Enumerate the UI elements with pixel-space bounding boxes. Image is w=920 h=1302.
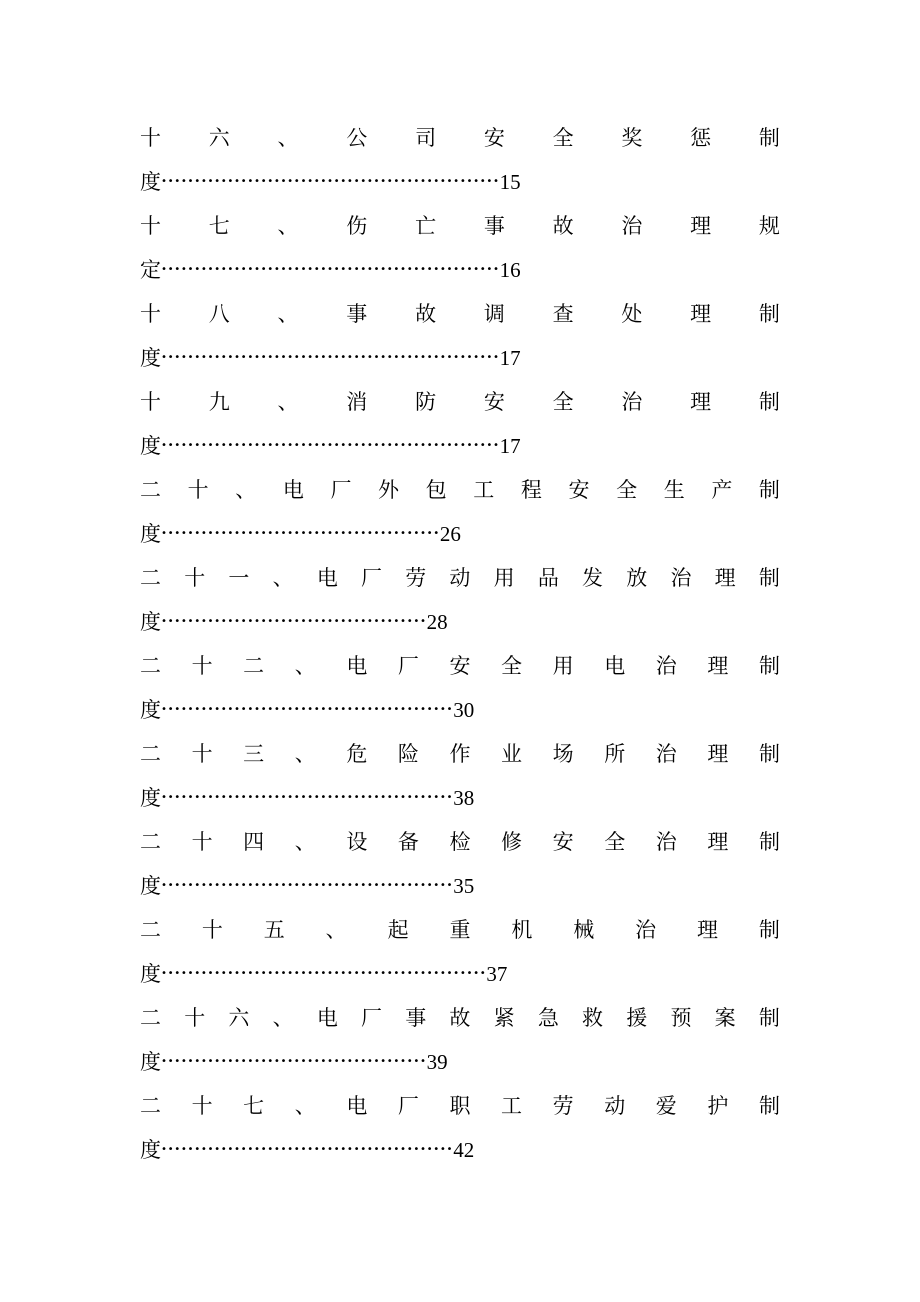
toc-entry-title — [140, 996, 780, 1040]
table-of-contents — [140, 116, 780, 1172]
toc-title-char: 外 — [378, 478, 400, 502]
toc-dot-leader: •••••••••••••••••••••••••••••••••••••••••••• — [161, 792, 454, 803]
toc-title-char: 制 — [758, 742, 780, 766]
toc-title-char: 制 — [758, 654, 780, 678]
toc-title-char: 、 — [277, 126, 299, 150]
toc-title-char: 司 — [415, 126, 437, 150]
toc-title-char: 电 — [346, 654, 368, 678]
toc-entry-leader — [140, 336, 521, 380]
toc-entry-title-tail: 度 — [140, 786, 161, 810]
toc-entry-title — [140, 292, 780, 336]
toc-entry[interactable] — [140, 292, 780, 380]
toc-title-char: 修 — [501, 830, 523, 854]
toc-title-char: 治 — [655, 742, 677, 766]
toc-title-char: 防 — [415, 390, 437, 414]
toc-title-char: 检 — [449, 830, 471, 854]
toc-title-char: 治 — [655, 830, 677, 854]
toc-title-char: 十 — [191, 654, 213, 678]
toc-title-char: 制 — [758, 918, 780, 942]
toc-page-number: 26 — [439, 522, 461, 546]
toc-title-char: 查 — [552, 302, 574, 326]
toc-title-char: 机 — [511, 918, 533, 942]
toc-title-char: 、 — [272, 1006, 294, 1030]
toc-entry-title-tail: 度 — [140, 170, 161, 194]
toc-entry-leader — [140, 952, 507, 996]
toc-title-char: 全 — [552, 126, 574, 150]
toc-page-number: 35 — [453, 874, 475, 898]
toc-title-char: 全 — [604, 830, 626, 854]
toc-title-char: 六 — [228, 1006, 250, 1030]
toc-entry-leader — [140, 600, 448, 644]
toc-title-char: 、 — [277, 302, 299, 326]
toc-title-char: 职 — [449, 1094, 471, 1118]
toc-dot-leader: ••••••••••••••••••••••••••••••••••••••••••••••••••• — [161, 176, 500, 187]
toc-title-char: 厂 — [397, 654, 419, 678]
toc-title-char: 二 — [243, 654, 265, 678]
toc-title-char: 二 — [140, 830, 161, 854]
toc-title-char: 二 — [140, 566, 161, 590]
toc-entry[interactable] — [140, 908, 780, 996]
toc-title-char: 三 — [243, 742, 265, 766]
toc-entry[interactable] — [140, 1084, 780, 1172]
toc-title-char: 用 — [493, 566, 515, 590]
toc-entry-title — [140, 204, 780, 248]
toc-title-char: 治 — [621, 390, 643, 414]
toc-title-char: 六 — [208, 126, 230, 150]
toc-dot-leader: •••••••••••••••••••••••••••••••••••••••• — [161, 616, 427, 627]
toc-title-char: 制 — [758, 302, 780, 326]
toc-title-char: 业 — [501, 742, 523, 766]
toc-entry[interactable] — [140, 468, 780, 556]
toc-entry-title-tail: 度 — [140, 698, 161, 722]
toc-title-char: 伤 — [346, 214, 368, 238]
toc-title-char: 厂 — [361, 566, 383, 590]
toc-entry-title — [140, 1084, 780, 1128]
toc-title-char: 理 — [690, 214, 712, 238]
toc-title-char: 、 — [235, 478, 257, 502]
toc-title-char: 十 — [140, 390, 161, 414]
toc-title-char: 故 — [415, 302, 437, 326]
toc-title-char: 处 — [621, 302, 643, 326]
toc-title-char: 全 — [501, 654, 523, 678]
toc-title-char: 用 — [552, 654, 574, 678]
toc-page-number: 39 — [426, 1050, 448, 1074]
toc-title-char: 、 — [294, 742, 316, 766]
toc-title-char: 事 — [346, 302, 368, 326]
toc-title-char: 十 — [140, 126, 161, 150]
toc-title-char: 动 — [449, 566, 471, 590]
toc-title-char: 产 — [711, 478, 733, 502]
toc-dot-leader: •••••••••••••••••••••••••••••••••••••••••• — [161, 528, 440, 539]
toc-title-char: 亡 — [415, 214, 437, 238]
toc-title-char: 、 — [294, 1094, 316, 1118]
toc-title-char: 、 — [272, 566, 294, 590]
toc-title-char: 场 — [552, 742, 574, 766]
toc-title-char: 二 — [140, 742, 161, 766]
toc-title-char: 劳 — [552, 1094, 574, 1118]
toc-title-char: 厂 — [397, 1094, 419, 1118]
toc-title-char: 八 — [208, 302, 230, 326]
toc-title-char: 安 — [483, 390, 505, 414]
toc-title-char: 十 — [191, 1094, 213, 1118]
toc-entry-title — [140, 732, 780, 776]
toc-page-number: 42 — [453, 1138, 475, 1162]
toc-title-char: 四 — [243, 830, 265, 854]
toc-page-number: 17 — [499, 434, 521, 458]
toc-entry-title-tail: 度 — [140, 874, 161, 898]
toc-title-char: 事 — [483, 214, 505, 238]
toc-entry[interactable] — [140, 204, 780, 292]
toc-dot-leader: •••••••••••••••••••••••••••••••••••••••••••• — [161, 704, 454, 715]
toc-title-char: 惩 — [690, 126, 712, 150]
toc-entry[interactable] — [140, 644, 780, 732]
toc-page-number: 28 — [426, 610, 448, 634]
toc-entry-title — [140, 644, 780, 688]
toc-entry-leader — [140, 424, 521, 468]
toc-title-char: 生 — [663, 478, 685, 502]
toc-entry-title-tail: 度 — [140, 522, 161, 546]
toc-title-char: 、 — [277, 390, 299, 414]
toc-title-char: 危 — [346, 742, 368, 766]
toc-entry-title — [140, 820, 780, 864]
toc-title-char: 紧 — [493, 1006, 515, 1030]
toc-title-char: 电 — [604, 654, 626, 678]
toc-title-char: 事 — [405, 1006, 427, 1030]
toc-entry-title — [140, 116, 780, 160]
toc-entry-title — [140, 380, 780, 424]
toc-entry-title — [140, 908, 780, 952]
toc-page-number: 16 — [499, 258, 521, 282]
toc-title-char: 消 — [346, 390, 368, 414]
toc-dot-leader: ••••••••••••••••••••••••••••••••••••••••••••••••• — [161, 968, 487, 979]
toc-title-char: 械 — [573, 918, 595, 942]
toc-title-char: 工 — [473, 478, 495, 502]
toc-title-char: 治 — [635, 918, 657, 942]
toc-title-char: 险 — [397, 742, 419, 766]
toc-title-char: 故 — [449, 1006, 471, 1030]
toc-title-char: 、 — [325, 918, 347, 942]
toc-title-char: 制 — [758, 1006, 780, 1030]
toc-title-char: 十 — [184, 1006, 206, 1030]
toc-title-char: 理 — [690, 390, 712, 414]
toc-title-char: 劳 — [405, 566, 427, 590]
toc-title-char: 作 — [449, 742, 471, 766]
toc-dot-leader: •••••••••••••••••••••••••••••••••••••••••••• — [161, 1144, 454, 1155]
toc-title-char: 案 — [714, 1006, 736, 1030]
toc-title-char: 包 — [425, 478, 447, 502]
toc-entry-leader — [140, 248, 521, 292]
toc-entry[interactable] — [140, 116, 780, 204]
toc-title-char: 放 — [626, 566, 648, 590]
toc-title-char: 品 — [537, 566, 559, 590]
toc-title-char: 护 — [707, 1094, 729, 1118]
toc-entry-title — [140, 556, 780, 600]
toc-title-char: 制 — [758, 1094, 780, 1118]
toc-title-char: 电 — [316, 1006, 338, 1030]
toc-title-char: 二 — [140, 478, 161, 502]
toc-title-char: 奖 — [621, 126, 643, 150]
toc-title-char: 爱 — [655, 1094, 677, 1118]
toc-page-number: 37 — [486, 962, 508, 986]
toc-title-char: 工 — [501, 1094, 523, 1118]
toc-title-char: 电 — [346, 1094, 368, 1118]
toc-entry[interactable] — [140, 820, 780, 908]
toc-entry-title-tail: 度 — [140, 610, 161, 634]
toc-title-char: 安 — [483, 126, 505, 150]
toc-title-char: 治 — [621, 214, 643, 238]
toc-entry-leader — [140, 688, 474, 732]
toc-title-char: 急 — [537, 1006, 559, 1030]
toc-title-char: 所 — [604, 742, 626, 766]
toc-title-char: 程 — [520, 478, 542, 502]
toc-title-char: 制 — [758, 390, 780, 414]
toc-title-char: 救 — [582, 1006, 604, 1030]
toc-entry[interactable] — [140, 732, 780, 820]
toc-entry-title-tail: 度 — [140, 346, 161, 370]
toc-title-char: 理 — [707, 830, 729, 854]
toc-entry-leader — [140, 864, 474, 908]
toc-entry[interactable] — [140, 556, 780, 644]
toc-title-char: 调 — [483, 302, 505, 326]
toc-title-char: 安 — [552, 830, 574, 854]
toc-entry-title-tail: 定 — [140, 258, 161, 282]
toc-dot-leader: •••••••••••••••••••••••••••••••••••••••• — [161, 1056, 427, 1067]
toc-title-char: 理 — [690, 302, 712, 326]
toc-title-char: 制 — [758, 478, 780, 502]
toc-title-char: 起 — [387, 918, 409, 942]
toc-title-char: 理 — [707, 742, 729, 766]
toc-title-char: 、 — [294, 654, 316, 678]
toc-title-char: 二 — [140, 654, 161, 678]
toc-title-char: 十 — [191, 830, 213, 854]
toc-title-char: 发 — [582, 566, 604, 590]
toc-dot-leader: ••••••••••••••••••••••••••••••••••••••••••••••••••• — [161, 352, 500, 363]
toc-title-char: 故 — [552, 214, 574, 238]
toc-entry-leader — [140, 160, 521, 204]
toc-entry[interactable] — [140, 380, 780, 468]
toc-dot-leader: •••••••••••••••••••••••••••••••••••••••••••• — [161, 880, 454, 891]
toc-entry-title — [140, 468, 780, 512]
toc-title-char: 电 — [316, 566, 338, 590]
toc-page-number: 30 — [453, 698, 475, 722]
toc-title-char: 安 — [568, 478, 590, 502]
toc-title-char: 二 — [140, 1094, 161, 1118]
toc-title-char: 备 — [397, 830, 419, 854]
toc-dot-leader: ••••••••••••••••••••••••••••••••••••••••••••••••••• — [161, 440, 500, 451]
toc-title-char: 十 — [187, 478, 209, 502]
toc-dot-leader: ••••••••••••••••••••••••••••••••••••••••••••••••••• — [161, 264, 500, 275]
toc-title-char: 二 — [140, 1006, 161, 1030]
toc-title-char: 二 — [140, 918, 161, 942]
toc-title-char: 理 — [714, 566, 736, 590]
toc-title-char: 理 — [707, 654, 729, 678]
toc-title-char: 动 — [604, 1094, 626, 1118]
toc-title-char: 电 — [282, 478, 304, 502]
toc-title-char: 援 — [626, 1006, 648, 1030]
toc-entry-title-tail: 度 — [140, 1050, 161, 1074]
toc-title-char: 七 — [243, 1094, 265, 1118]
toc-title-char: 、 — [294, 830, 316, 854]
toc-title-char: 十 — [191, 742, 213, 766]
toc-page-number: 15 — [499, 170, 521, 194]
toc-title-char: 安 — [449, 654, 471, 678]
toc-title-char: 规 — [758, 214, 780, 238]
toc-page-number: 38 — [453, 786, 475, 810]
toc-title-char: 五 — [263, 918, 285, 942]
toc-title-char: 公 — [346, 126, 368, 150]
toc-title-char: 十 — [184, 566, 206, 590]
toc-title-char: 十 — [140, 214, 161, 238]
toc-title-char: 十 — [140, 302, 161, 326]
toc-title-char: 制 — [758, 830, 780, 854]
toc-title-char: 九 — [208, 390, 230, 414]
toc-entry-leader — [140, 776, 474, 820]
toc-title-char: 全 — [616, 478, 638, 502]
toc-entry[interactable] — [140, 996, 780, 1084]
toc-title-char: 十 — [201, 918, 223, 942]
toc-title-char: 一 — [228, 566, 250, 590]
toc-title-char: 厂 — [361, 1006, 383, 1030]
toc-title-char: 制 — [758, 126, 780, 150]
toc-title-char: 重 — [449, 918, 471, 942]
toc-title-char: 制 — [758, 566, 780, 590]
toc-entry-title-tail: 度 — [140, 434, 161, 458]
toc-title-char: 厂 — [330, 478, 352, 502]
toc-entry-leader — [140, 1040, 448, 1084]
toc-entry-title-tail: 度 — [140, 962, 161, 986]
toc-title-char: 、 — [277, 214, 299, 238]
toc-title-char: 理 — [697, 918, 719, 942]
toc-title-char: 治 — [655, 654, 677, 678]
toc-title-char: 预 — [670, 1006, 692, 1030]
toc-title-char: 设 — [346, 830, 368, 854]
toc-entry-leader — [140, 512, 461, 556]
toc-title-char: 治 — [670, 566, 692, 590]
toc-title-char: 七 — [208, 214, 230, 238]
toc-entry-leader — [140, 1128, 474, 1172]
toc-title-char: 全 — [552, 390, 574, 414]
toc-entry-title-tail: 度 — [140, 1138, 161, 1162]
toc-page-number: 17 — [499, 346, 521, 370]
